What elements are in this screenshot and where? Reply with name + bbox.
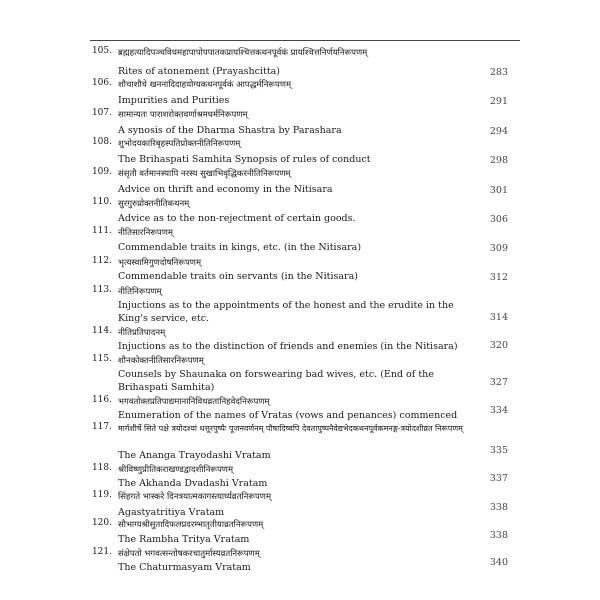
entry-english-title: Agastyatritiya Vratam [118,507,225,518]
entry-english-title: A synosis of the Dharma Shastra by Parashara [118,125,342,136]
entry-page-number: 306 [489,214,508,225]
entry-sanskrit-title: संसृतौ वर्तमानस्यापि नरस्य सुखाभिवृद्धिकरनीतिनिरूपणम् [118,169,291,179]
entry-sanskrit-title: ब्रह्महत्यादिपञ्चविधमहापापोपपातकप्रायश्चित्तकथनपूर्वकं प्रायश्चित्तनिर्णयनिरूपणम् [118,48,368,58]
entry-number: 114. [91,326,112,336]
entry-number: 108. [91,137,112,147]
entry-page-number: 314 [489,312,508,323]
entry-page-number: 335 [489,445,508,456]
entry-sanskrit-title: सुरगुरुप्रोक्तनीतिकथनम् [118,199,190,209]
entry-number: 106. [91,78,112,88]
entry-sanskrit-title: भगवतोक्तप्रतिपाद्यमानानिविधव्रतानिहवेदनिरूपणम् [118,397,270,407]
entry-page-number: 301 [489,185,508,196]
entry-number: 109. [91,167,112,177]
entry-page-number: 337 [489,473,508,484]
entry-english-title: Commendable traits oin servants (in the Nitisara) [118,271,358,282]
entry-sanskrit-title: सामान्यतः पाराशरोक्तवर्णाश्रमधर्मनिरूपणम् [118,110,248,120]
entry-page-number: 298 [489,155,508,166]
entry-english-title: Injuctions as to the appointments of the honest and the erudite in the King's service, etc. [118,300,454,324]
entry-english-title: The Akhanda Dvadashi Vratam [118,478,268,489]
entry-sanskrit-title: शौचाशौचे खननादिदाहयोग्यकथनपूर्वकं आपद्धर्मनिरूपणम् [118,80,292,90]
entry-english-title: The Rambha Tritya Vratam [118,534,250,545]
entry-number: 115. [91,354,112,364]
entry-english-title: Advice as to the non-rejectment of certain goods. [118,213,356,224]
entry-english-title: The Brihaspati Samhita Synopsis of rules of conduct [118,154,371,165]
entry-sanskrit-title: भृत्यस्वामिगुणदोषनिरूपणम् [118,258,202,268]
entry-page-number: 283 [489,67,508,78]
entry-english-title: Enumeration of the names of Vratas (vows and penances) commenced [118,410,458,421]
entry-number: 112. [91,256,112,266]
entry-page-number: 340 [489,557,508,568]
entry-sanskrit-title: नीतिप्रतिपादनम् [118,328,166,338]
entry-english-title: Counsels by Shaunaka on forswearing bad wives, etc. (End of the Brihaspati Samhita) [118,369,434,393]
entry-sanskrit-title: सिंहगते भास्करे दिनत्रयात्मकागस्त्यार्घ्यव्रतनिरूपणम् [118,492,272,502]
entry-sanskrit-title: मार्गशीर्षे सिते पक्षे त्रयोदश्यां धत्तूरपुष्पैः पूजनवर्णनम् पौषादिष्वपि देवतापुष्पनैवेद्यभेदकथनपूर्वकमनङ्ग-त्रयोदशीव्रत निरूपणम् [118,424,463,433]
entry-page-number: 338 [489,530,508,541]
entry-english-title: Impurities and Purities [118,95,230,106]
entry-page-number: 334 [489,405,508,416]
entry-number: 120. [91,518,112,528]
entry-number: 110. [91,197,112,207]
entry-page-number: 312 [489,272,508,283]
entry-sanskrit-title: सौभाग्यश्रीसुतादिफलप्रदरम्भातृतीयाव्रतनिरूपणम् [118,520,264,530]
entry-page-number: 294 [489,126,508,137]
entry-sanskrit-title: संक्षेपतो भगवत्सन्तोषकरचातुर्मास्यव्रतनिरूपणम् [118,549,260,559]
entry-english-title: Injuctions as to the distinction of friends and enemies (in the Nitisara) [118,341,458,352]
entry-page-number: 338 [489,502,508,513]
entry-number: 107. [91,108,112,118]
entry-number: 113. [91,285,112,295]
entry-sanskrit-title: नीतिनिरूपणम् [118,287,162,297]
entry-number: 117. [91,422,112,432]
entry-number: 105. [91,46,112,56]
entry-number: 121. [91,547,112,557]
entry-page-number: 320 [489,340,508,351]
entry-number: 116. [91,395,112,405]
entry-english-title: Rites of atonement (Prayashcitta) [118,66,281,77]
entry-english-title: The Ananga Trayodashi Vratam [118,450,271,461]
entry-sanskrit-title: शौनकोक्तनीतिसारनिरूपणम् [118,356,204,366]
entry-page-number: 291 [489,96,508,107]
top-rule [90,40,520,41]
entry-number: 111. [91,226,112,236]
entry-english-title: The Chaturmasyam Vratam [118,562,251,573]
entry-page-number: 327 [489,377,508,388]
entry-english-title: Commendable traits in kings, etc. (in the Nitisara) [118,242,362,253]
entry-sanskrit-title: नीतिसारनिरूपणम् [118,228,173,238]
entry-english-title: Advice on thrift and economy in the Nitisara [118,184,333,195]
entry-page-number: 309 [489,243,508,254]
entry-number: 118. [91,463,112,473]
entry-number: 119. [91,490,112,500]
entry-sanskrit-title: शुभोदयकारिबृहस्पतिप्रोक्तनीतिनिरूपणम् [118,139,241,149]
entry-sanskrit-title: श्रीविष्णुप्रीतिकराखण्डद्वादशीनिरूपणम् [118,465,234,475]
